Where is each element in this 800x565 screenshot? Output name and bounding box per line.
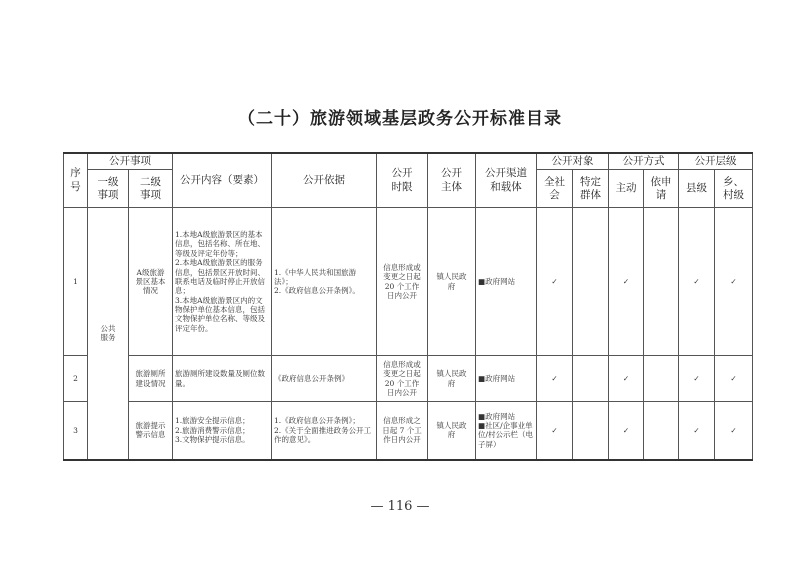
header-level2: 二级 事项 <box>129 170 173 208</box>
channel-cell: ■政府网站 ■社区/企事业单位/村公示栏（电子屏） <box>476 402 537 460</box>
header-matter: 公开事项 <box>88 153 173 170</box>
check-mark: ✓ <box>715 356 753 402</box>
header-seq: 序 号 <box>64 153 88 208</box>
check-mark: ✓ <box>537 402 573 460</box>
page-number: — 116 — <box>370 499 430 514</box>
check-mark: ✓ <box>715 208 753 356</box>
header-level1: 一级 事项 <box>88 170 129 208</box>
header-method: 公开方式 <box>609 153 679 170</box>
time-limit-cell: 信息形成之 日起 7 个工 作日内公开 <box>377 402 428 460</box>
check-mark: ✓ <box>609 356 644 402</box>
row-seq: 1 <box>64 208 88 356</box>
header-basis: 公开依据 <box>272 153 377 208</box>
header-channel: 公开渠道 和载体 <box>476 153 537 208</box>
level2-cell: 旅游厕所 建设情况 <box>129 356 173 402</box>
time-limit-cell: 信息形成或 变更之日起 20 个工作 日内公开 <box>377 208 428 356</box>
content-cell: 1.旅游安全提示信息； 2.旅游消费警示信息； 3.文物保护提示信息。 <box>173 402 272 460</box>
check-mark <box>644 402 679 460</box>
basis-cell: 《政府信息公开条例》 <box>272 356 377 402</box>
channel-cell: ■政府网站 <box>476 356 537 402</box>
check-mark: ✓ <box>679 402 715 460</box>
subject-cell: 镇人民政 府 <box>428 356 476 402</box>
check-mark: ✓ <box>537 208 573 356</box>
check-mark: ✓ <box>679 356 715 402</box>
level2-cell: 旅游提示 警示信息 <box>129 402 173 460</box>
check-mark <box>573 356 609 402</box>
check-mark: ✓ <box>609 208 644 356</box>
level2-cell: A级旅游 景区基本 情况 <box>129 208 173 356</box>
row-seq: 3 <box>64 402 88 460</box>
header-on-request: 依申 请 <box>644 170 679 208</box>
basis-cell: 1.《政府信息公开条例》； 2.《关于全面推进政务公开工作的意见》。 <box>272 402 377 460</box>
time-limit-cell: 信息形成或 变更之日起 20 个工作 日内公开 <box>377 356 428 402</box>
header-subject: 公开 主体 <box>428 153 476 208</box>
table-row <box>64 356 753 402</box>
catalog-table <box>63 152 753 461</box>
check-mark: ✓ <box>715 402 753 460</box>
check-mark: ✓ <box>537 356 573 402</box>
header-active: 主动 <box>609 170 644 208</box>
subject-cell: 镇人民政 府 <box>428 402 476 460</box>
table-row <box>64 208 753 356</box>
subject-cell: 镇人民政 府 <box>428 208 476 356</box>
header-content: 公开内容（要素） <box>173 153 272 208</box>
check-mark: ✓ <box>609 402 644 460</box>
basis-cell: 1.《中华人民共和国旅游法》； 2.《政府信息公开条例》。 <box>272 208 377 356</box>
check-mark <box>644 208 679 356</box>
check-mark <box>573 402 609 460</box>
header-time-limit: 公开 时限 <box>377 153 428 208</box>
header-audience: 公开对象 <box>537 153 609 170</box>
page-title: （二十）旅游领域基层政务公开标准目录 <box>238 109 562 129</box>
header-township: 乡、 村级 <box>715 170 753 208</box>
level1-cell: 公共 服务 <box>88 208 129 460</box>
content-cell: 1.本地A级旅游景区的基本信息，包括名称、所在地、等级及评定年份等； 2.本地A级旅游景区的服务信息，包括景区开放时间、联系电话及临时停止开放信息； 3.本地A级旅游景区内的文物保护单位基本信息，包括文物保护单位名称、等级及评定年份。 <box>173 208 272 356</box>
channel-cell: ■政府网站 <box>476 208 537 356</box>
check-mark <box>644 356 679 402</box>
content-cell: 旅游厕所建设数量及厕位数量。 <box>173 356 272 402</box>
row-seq: 2 <box>64 356 88 402</box>
table-row <box>64 402 753 460</box>
header-specific-group: 特定 群体 <box>573 170 609 208</box>
header-all-society: 全社 会 <box>537 170 573 208</box>
header-county: 县级 <box>679 170 715 208</box>
header-tier: 公开层级 <box>679 153 753 170</box>
check-mark <box>573 208 609 356</box>
check-mark: ✓ <box>679 208 715 356</box>
